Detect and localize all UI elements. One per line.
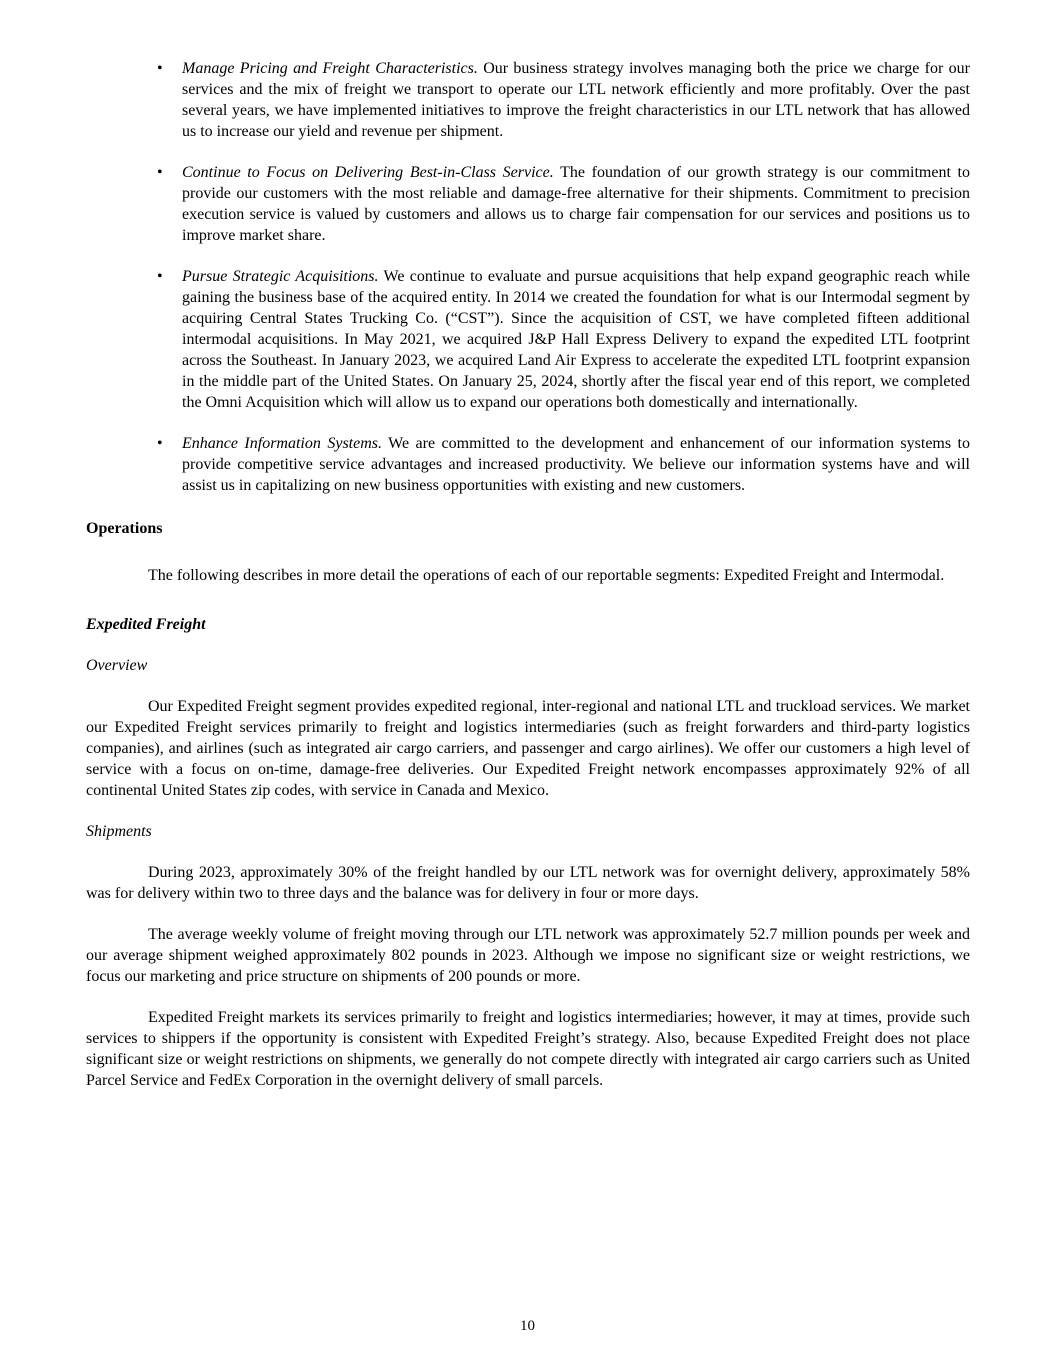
strategy-bullet-acquisitions: [86, 266, 970, 413]
bullet-body: Our business strategy involves managing both the price we charge for our services and the mix of freight we transport to operate our LTL network efficiently and more profitably. Over the past several years, we have implemented initiatives to improve the freight characteristics in our LTL network that has allowed us to increase our yield and revenue per shipment.: [182, 60, 970, 140]
bullet-title: Manage Pricing and Freight Characteristics.: [182, 60, 478, 77]
overview-heading: Overview: [86, 657, 148, 674]
strategy-bullet-service: [86, 162, 970, 246]
bullet-paragraph: [182, 162, 970, 246]
page-number: 10: [520, 1318, 535, 1334]
bullet-paragraph: [182, 58, 970, 142]
bullet-title: Continue to Focus on Delivering Best-in-Class Service.: [182, 164, 554, 181]
bullet-title: Enhance Information Systems.: [182, 435, 382, 452]
bullet-icon: •: [157, 435, 163, 452]
bullet-body: We continue to evaluate and pursue acquisitions that help expand geographic reach while gaining the business base of the acquired entity. In 2014 we created the foundation for what is our Intermodal segment by acquiring Central States Trucking Co. (“CST”). Since the acquisition of CST, we have completed fifteen additional intermodal acquisitions. In May 2021, we acquired J&P Hall Express Delivery to expand the expedited LTL footprint across the Southeast. In January 2023, we acquired Land Air Express to accelerate the expedited LTL footprint expansion in the middle part of the United States. On January 25, 2024, shortly after the fiscal year end of this report, we completed the Omni Acquisition which will allow us to expand our operations both domestically and internationally.: [182, 268, 971, 411]
operations-heading: Operations: [86, 520, 163, 537]
shipments-paragraph-2: The average weekly volume of freight moving through our LTL network was approximately 52.7 million pounds per week and our average shipment weighed approximately 802 pounds in 2023. Although we impose no significant size or weight restrictions, we focus our marketing and price structure on shipments of 200 pounds or more.: [86, 926, 970, 985]
bullet-paragraph: [182, 266, 970, 413]
bullet-icon: •: [157, 60, 163, 77]
document-content: [86, 58, 970, 1091]
strategy-bullet-information-systems: [86, 433, 970, 496]
bullet-icon: •: [157, 268, 163, 285]
operations-intro-paragraph: The following describes in more detail the operations of each of our reportable segments: Expedited Freight and Intermodal.: [148, 567, 945, 584]
bullet-icon: •: [157, 164, 163, 181]
expedited-freight-heading: Expedited Freight: [86, 616, 206, 633]
bullet-paragraph: [182, 433, 970, 496]
overview-paragraph: Our Expedited Freight segment provides expedited regional, inter-regional and national LTL and truckload services. We market our Expedited Freight services primarily to freight and logistics intermediaries (such as freight forwarders and third-party logistics companies), and airlines (such as integrated air cargo carriers, and passenger and cargo airlines). We offer our customers a high level of service with a focus on on-time, damage-free deliveries. Our Expedited Freight network encompasses approximately 92% of all continental United States zip codes, with service in Canada and Mexico.: [86, 698, 970, 799]
strategy-bullet-pricing: [86, 58, 970, 142]
shipments-paragraph-1: During 2023, approximately 30% of the freight handled by our LTL network was for overnight delivery, approximately 58% was for delivery within two to three days and the balance was for delivery in four or more days.: [86, 864, 970, 902]
bullet-title: Pursue Strategic Acquisitions.: [182, 268, 379, 285]
bullet-body: We are committed to the development and enhancement of our information systems to provide competitive service advantages and increased productivity. We believe our information systems have and will assist us in capitalizing on new business opportunities with existing and new customers.: [182, 435, 970, 494]
shipments-heading: Shipments: [86, 823, 152, 840]
bullet-body: The foundation of our growth strategy is our commitment to provide our customers with the most reliable and damage-free alternative for their shipments. Commitment to precision execution service is valued by customers and allows us to charge fair compensation for our services and positions us to improve market share.: [182, 164, 970, 244]
shipments-paragraph-3: Expedited Freight markets its services primarily to freight and logistics intermediaries; however, it may at times, provide such services to shippers if the opportunity is consistent with Expedited Freight’s strategy. Also, because Expedited Freight does not place significant size or weight restrictions on shipments, we generally do not compete directly with integrated air cargo carriers such as United Parcel Service and FedEx Corporation in the overnight delivery of small parcels.: [86, 1009, 970, 1089]
